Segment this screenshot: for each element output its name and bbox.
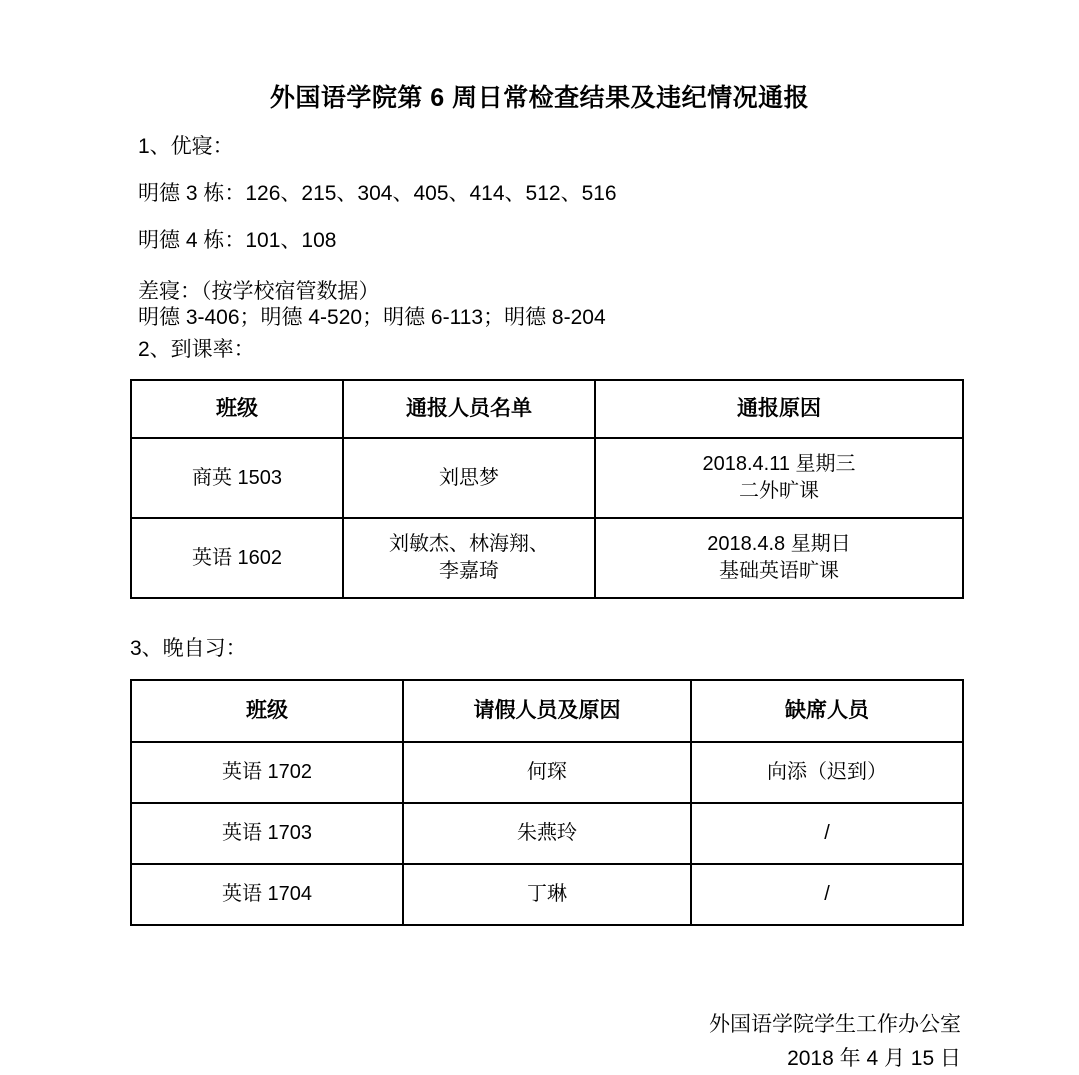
reason-date: 2018.4.11 星期三	[702, 453, 856, 476]
cell-absent: /	[691, 803, 963, 864]
signature-block	[0, 1008, 1079, 1075]
reason-detail: 二外旷课	[739, 480, 819, 503]
reason-date: 2018.4.8 星期日	[707, 533, 851, 556]
col-header-names: 通报人员名单	[343, 380, 595, 438]
cell-names	[343, 518, 595, 598]
dorm-building-3-line: 明德 3 栋：126、215、304、405、414、512、516	[138, 182, 617, 205]
table-row	[131, 518, 963, 598]
col-header-class: 班级	[131, 680, 403, 742]
section2-heading: 2、到课率：	[138, 337, 255, 361]
col-header-reason: 通报原因	[595, 380, 963, 438]
evening-study-table	[130, 679, 964, 926]
section-dorm	[0, 136, 1079, 365]
names-line-2: 李嘉琦	[439, 560, 499, 583]
table-row	[131, 864, 963, 925]
signature-date: 2018 年 4 月 15 日	[787, 1046, 961, 1070]
cell-absent: /	[691, 864, 963, 925]
table-row	[131, 438, 963, 518]
section3-heading: 3、晚自习：	[130, 637, 247, 661]
cell-reason	[595, 518, 963, 598]
cell-class: 英语 1704	[131, 864, 403, 925]
bad-dorm-list: 明德 3-406；明德 4-520；明德 6-113；明德 8-204	[138, 306, 606, 329]
cell-class: 英语 1702	[131, 742, 403, 803]
bad-dorm-heading: 差寝：（按学校宿管数据）	[138, 280, 380, 303]
table-row	[131, 742, 963, 803]
col-header-leave: 请假人员及原因	[403, 680, 691, 742]
col-header-class: 班级	[131, 380, 343, 438]
cell-class: 商英 1503	[131, 438, 343, 518]
cell-names: 刘思梦	[343, 438, 595, 518]
dorm-building-4-line: 明德 4 栋：101、108	[138, 229, 337, 252]
table-row	[131, 803, 963, 864]
cell-leave: 朱燕玲	[403, 803, 691, 864]
cell-class: 英语 1602	[131, 518, 343, 598]
cell-absent: 向添（迟到）	[691, 742, 963, 803]
cell-class: 英语 1703	[131, 803, 403, 864]
section1-heading: 1、优寝：	[138, 135, 234, 158]
page-title: 外国语学院第 6 周日常检查结果及违纪情况通报	[269, 84, 810, 112]
cell-leave: 何琛	[403, 742, 691, 803]
table-header-row	[131, 380, 963, 438]
col-header-absent: 缺席人员	[691, 680, 963, 742]
tables-container	[0, 379, 1079, 926]
cell-leave: 丁琳	[403, 864, 691, 925]
table-header-row	[131, 680, 963, 742]
reason-detail: 基础英语旷课	[719, 560, 839, 583]
signature-office: 外国语学院学生工作办公室	[709, 1013, 961, 1037]
cell-reason	[595, 438, 963, 518]
attendance-table	[130, 379, 964, 599]
names-line-1: 刘敏杰、林海翔、	[389, 533, 549, 556]
